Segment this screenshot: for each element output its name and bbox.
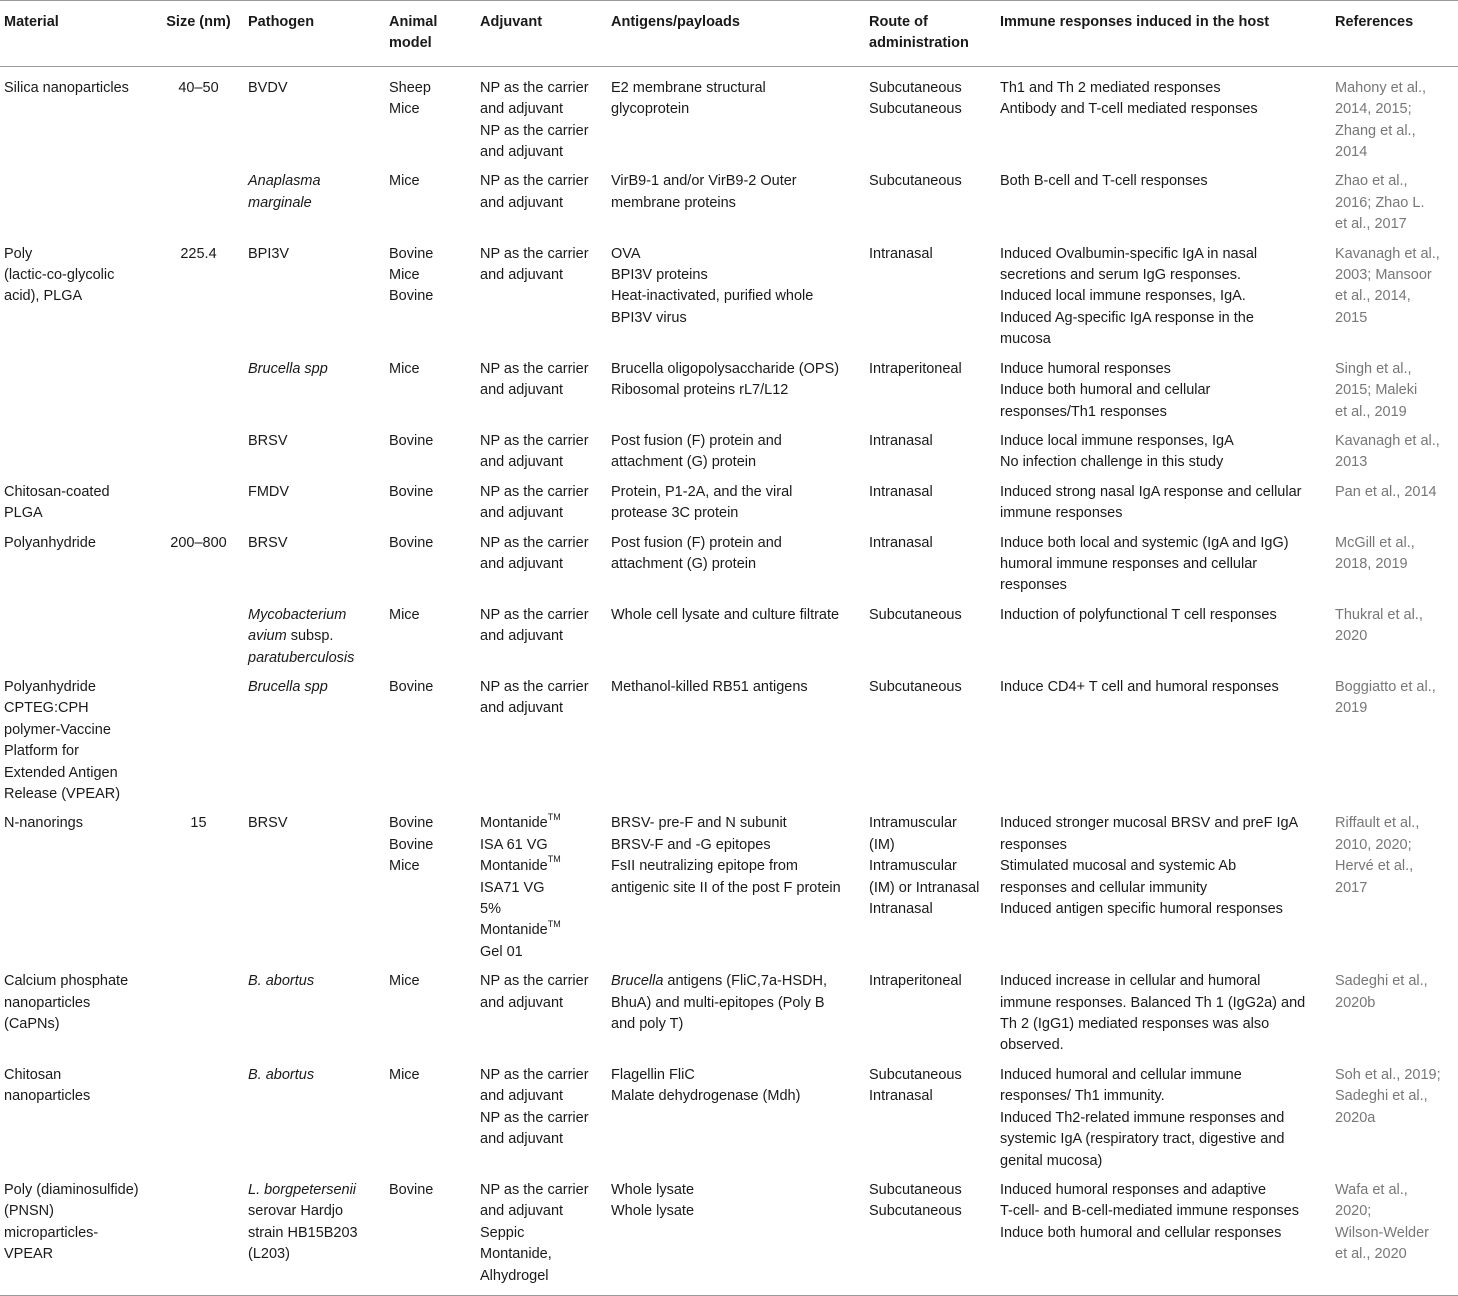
table-row [0, 808, 1458, 966]
cell-animal: Sheep Mice [389, 79, 431, 118]
cell-size [153, 600, 244, 672]
table-row [0, 966, 1458, 1060]
cell-route: Intranasal [869, 432, 933, 449]
cell-animal: Bovine Bovine Mice [389, 815, 434, 875]
cell-material: Chitosan-coated PLGA [4, 483, 110, 522]
cell-antigens: Post fusion (F) protein and attachment (G) protein [611, 432, 782, 471]
cell-adjuvant: NP as the carrier and adjuvant [480, 173, 589, 211]
cell-size [153, 166, 244, 238]
cell-route: Subcutaneous [869, 678, 962, 695]
cell-references: Boggiatto et al., 2019 [1335, 678, 1436, 717]
table-row [0, 354, 1458, 426]
table-row [0, 239, 1458, 354]
cell-size: 15 [190, 815, 207, 832]
cell-pathogen: BVDV [248, 79, 288, 96]
cell-antigens: Whole cell lysate and culture filtrate [611, 606, 840, 623]
cell-size [153, 426, 244, 477]
cell-material [0, 600, 153, 672]
cell-material [0, 354, 153, 426]
cell-antigens: Flagellin FliC Malate dehydrogenase (Mdh) [611, 1066, 801, 1105]
cell-animal: Mice [389, 1066, 420, 1083]
header-size: Size (nm) [153, 1, 244, 67]
cell-references: Pan et al., 2014 [1335, 483, 1437, 500]
cell-adjuvant: NP as the carrier and adjuvant [480, 973, 589, 1011]
cell-immune: Induced humoral and cellular immune responses/ Th1 immunity. Induced Th2-related immune responses and systemic IgA (respiratory tract, digestive and genital mucosa) [1000, 1066, 1285, 1169]
cell-immune: Induce humoral responses Induce both humoral and cellular responses/Th1 responses [1000, 360, 1211, 420]
header-immune-responses: Immune responses induced in the host [996, 1, 1331, 67]
header-adjuvant: Adjuvant [476, 1, 607, 67]
table-row [0, 672, 1458, 808]
cell-animal: Mice [389, 360, 420, 377]
cell-route: Subcutaneous [869, 173, 962, 190]
cell-material [0, 426, 153, 477]
cell-pathogen: B. abortus [248, 1066, 315, 1083]
cell-size: 200–800 [170, 534, 227, 551]
cell-antigens: Methanol-killed RB51 antigens [611, 678, 808, 695]
cell-immune: Th1 and Th 2 mediated responses Antibody and T-cell mediated responses [1000, 79, 1258, 118]
cell-immune: Induced increase in cellular and humoral immune responses. Balanced Th 1 (IgG2a) and Th 2 (IgG1) mediated responses was also observed. [1000, 973, 1306, 1054]
cell-pathogen: L. borgpetersenii serovar Hardjo strain HB15B203 (L203) [244, 1175, 385, 1296]
cell-pathogen: BRSV [248, 815, 288, 832]
cell-adjuvant: NP as the carrier and adjuvant [480, 245, 589, 284]
table-row [0, 528, 1458, 600]
cell-size [153, 966, 244, 1060]
cell-references: Thukral et al., 2020 [1335, 606, 1423, 645]
cell-animal: Mice [389, 973, 420, 990]
cell-material: Silica nanoparticles [4, 79, 129, 96]
cell-size: 225.4 [180, 245, 217, 262]
cell-adjuvant: NP as the carrier and adjuvant NP as the carrier and adjuvant [480, 1066, 589, 1148]
cell-references: Riffault et al., 2010, 2020; Hervé et al., 2017 [1335, 815, 1420, 896]
cell-route: Intranasal [869, 245, 933, 262]
cell-antigens: Brucella oligopolysaccharide (OPS) Ribosomal proteins rL7/L12 [611, 360, 840, 399]
cell-route: Subcutaneous Intranasal [869, 1066, 962, 1105]
header-antigens: Antigens/payloads [607, 1, 865, 67]
cell-pathogen: Brucella spp [248, 678, 328, 695]
cell-material: N-nanorings [4, 815, 83, 832]
cell-animal: Bovine Mice Bovine [389, 245, 434, 305]
cell-size [153, 672, 244, 808]
cell-route: Subcutaneous Subcutaneous [865, 1175, 996, 1296]
cell-route: Intranasal [869, 483, 933, 500]
cell-size [153, 354, 244, 426]
cell-material: Polyanhydride CPTEG:CPH polymer-Vaccine Platform for Extended Antigen Release (VPEAR) [4, 678, 121, 802]
cell-adjuvant: Montanide™ ISA 61 VG Montanide™ ISA71 VG 5% Montanide™ Gel 01 [480, 811, 561, 960]
cell-animal: Mice [389, 173, 420, 190]
cell-material: Polyanhydride [4, 534, 96, 551]
cell-adjuvant: NP as the carrier and adjuvant [480, 432, 589, 471]
cell-immune: Both B-cell and T-cell responses [1000, 173, 1208, 190]
cell-references: Sadeghi et al., 2020b [1335, 973, 1428, 1011]
table-row [0, 426, 1458, 477]
cell-size [153, 1060, 244, 1175]
cell-references: McGill et al., 2018, 2019 [1335, 534, 1415, 572]
cell-references: Kavanagh et al., 2013 [1335, 432, 1440, 471]
cell-adjuvant: NP as the carrier and adjuvant [480, 360, 589, 399]
cell-references: Singh et al., 2015; Maleki et al., 2019 [1335, 360, 1418, 420]
header-animal-model: Animal model [385, 1, 476, 67]
cell-route: Intraperitoneal [869, 973, 962, 990]
table-row [0, 1175, 1458, 1296]
cell-immune: Induced Ovalbumin-specific IgA in nasal secretions and serum IgG responses. Induced local immune responses, IgA. Induced Ag-specific IgA response in the mucosa [1000, 245, 1258, 348]
cell-immune: Induction of polyfunctional T cell responses [1000, 606, 1277, 623]
header-references: References [1331, 1, 1458, 67]
cell-adjuvant: NP as the carrier and adjuvant [480, 678, 589, 717]
cell-references: Soh et al., 2019; Sadeghi et al., 2020a [1335, 1066, 1441, 1126]
cell-route: Subcutaneous [869, 606, 962, 623]
cell-animal: Bovine [389, 483, 434, 500]
cell-animal: Bovine [389, 534, 434, 551]
cell-route: Intraperitoneal [869, 360, 962, 377]
cell-antigens: BRSV- pre-F and N subunit BRSV-F and -G epitopes FsII neutralizing epitope from antigenic site II of the post F protein [611, 815, 841, 896]
cell-adjuvant: NP as the carrier and adjuvant [480, 534, 589, 572]
cell-antigens: VirB9-1 and/or VirB9-2 Outer membrane proteins [611, 173, 797, 211]
cell-pathogen: Brucella spp [248, 360, 328, 377]
cell-pathogen: FMDV [248, 483, 290, 500]
cell-immune: Induced strong nasal IgA response and cellular immune responses [1000, 483, 1302, 522]
table-row [0, 66, 1458, 166]
cell-route: Subcutaneous Subcutaneous [869, 79, 962, 118]
cell-material [0, 166, 153, 238]
cell-references: Wafa et al., 2020; Wilson-Welder et al., 2020 [1331, 1175, 1458, 1296]
cell-immune: Induced humoral responses and adaptive T-cell- and B-cell-mediated immune responses Induce both humoral and cellular responses [996, 1175, 1331, 1296]
cell-references: Kavanagh et al., 2003; Mansoor et al., 2014, 2015 [1335, 245, 1440, 326]
cell-pathogen: Anaplasma marginale [248, 173, 321, 211]
header-route: Route of administration [865, 1, 996, 67]
cell-adjuvant: NP as the carrier and adjuvant [480, 483, 589, 522]
cell-pathogen: BRSV [248, 432, 288, 449]
cell-immune: Induce local immune responses, IgA No infection challenge in this study [1000, 432, 1234, 471]
cell-antigens: Brucella antigens (FliC,7a-HSDH, BhuA) and multi-epitopes (Poly B and poly T) [611, 973, 827, 1033]
cell-route: Intramuscular (IM) Intramuscular (IM) or Intranasal Intranasal [869, 815, 980, 918]
table-row [0, 1060, 1458, 1175]
header-material: Material [0, 1, 153, 67]
cell-animal: Bovine [389, 432, 434, 449]
header-row [0, 1, 1458, 67]
cell-material: Chitosan nanoparticles [4, 1066, 91, 1105]
cell-size: 40–50 [178, 79, 219, 96]
cell-antigens: Whole lysate Whole lysate [607, 1175, 865, 1296]
cell-animal: Bovine [385, 1175, 476, 1296]
cell-immune: Induce both local and systemic (IgA and IgG) humoral immune responses and cellular responses [1000, 534, 1289, 594]
cell-material: Poly (lactic-co-glycolic acid), PLGA [4, 245, 115, 305]
cell-material: Calcium phosphate nanoparticles (CaPNs) [4, 973, 129, 1033]
cell-material: Poly (diaminosulfide) (PNSN) microparticles- VPEAR [0, 1175, 153, 1296]
cell-adjuvant: NP as the carrier and adjuvant [480, 606, 589, 645]
cell-immune: Induce CD4+ T cell and humoral responses [1000, 678, 1279, 695]
cell-references: Zhao et al., 2016; Zhao L. et al., 2017 [1335, 173, 1425, 233]
cell-size [153, 477, 244, 528]
table-row [0, 477, 1458, 528]
cell-animal: Mice [389, 606, 420, 623]
cell-antigens: E2 membrane structural glycoprotein [611, 79, 766, 118]
cell-antigens: Protein, P1-2A, and the viral protease 3C protein [611, 483, 793, 522]
cell-size [153, 1175, 244, 1296]
cell-antigens: Post fusion (F) protein and attachment (G) protein [611, 534, 782, 572]
cell-adjuvant: NP as the carrier and adjuvant Seppic Montanide, Alhydrogel [476, 1175, 607, 1296]
table-row [0, 166, 1458, 238]
cell-antigens: OVA BPI3V proteins Heat-inactivated, purified whole BPI3V virus [611, 245, 814, 326]
cell-pathogen: B. abortus [248, 973, 315, 990]
cell-pathogen: BPI3V [248, 245, 290, 262]
cell-immune: Induced stronger mucosal BRSV and preF IgA responses Stimulated mucosal and systemic Ab responses and cellular immunity Induced antigen specific humoral responses [1000, 815, 1299, 918]
cell-route: Intranasal [869, 534, 933, 551]
table-row [0, 600, 1458, 672]
cell-pathogen: Mycobacterium avium subsp. paratuberculosis [248, 606, 355, 666]
cell-pathogen: BRSV [248, 534, 288, 551]
cell-references: Mahony et al., 2014, 2015; Zhang et al., 2014 [1335, 79, 1427, 161]
cell-animal: Bovine [389, 678, 434, 695]
cell-adjuvant: NP as the carrier and adjuvant NP as the carrier and adjuvant [480, 79, 589, 161]
header-pathogen: Pathogen [244, 1, 385, 67]
